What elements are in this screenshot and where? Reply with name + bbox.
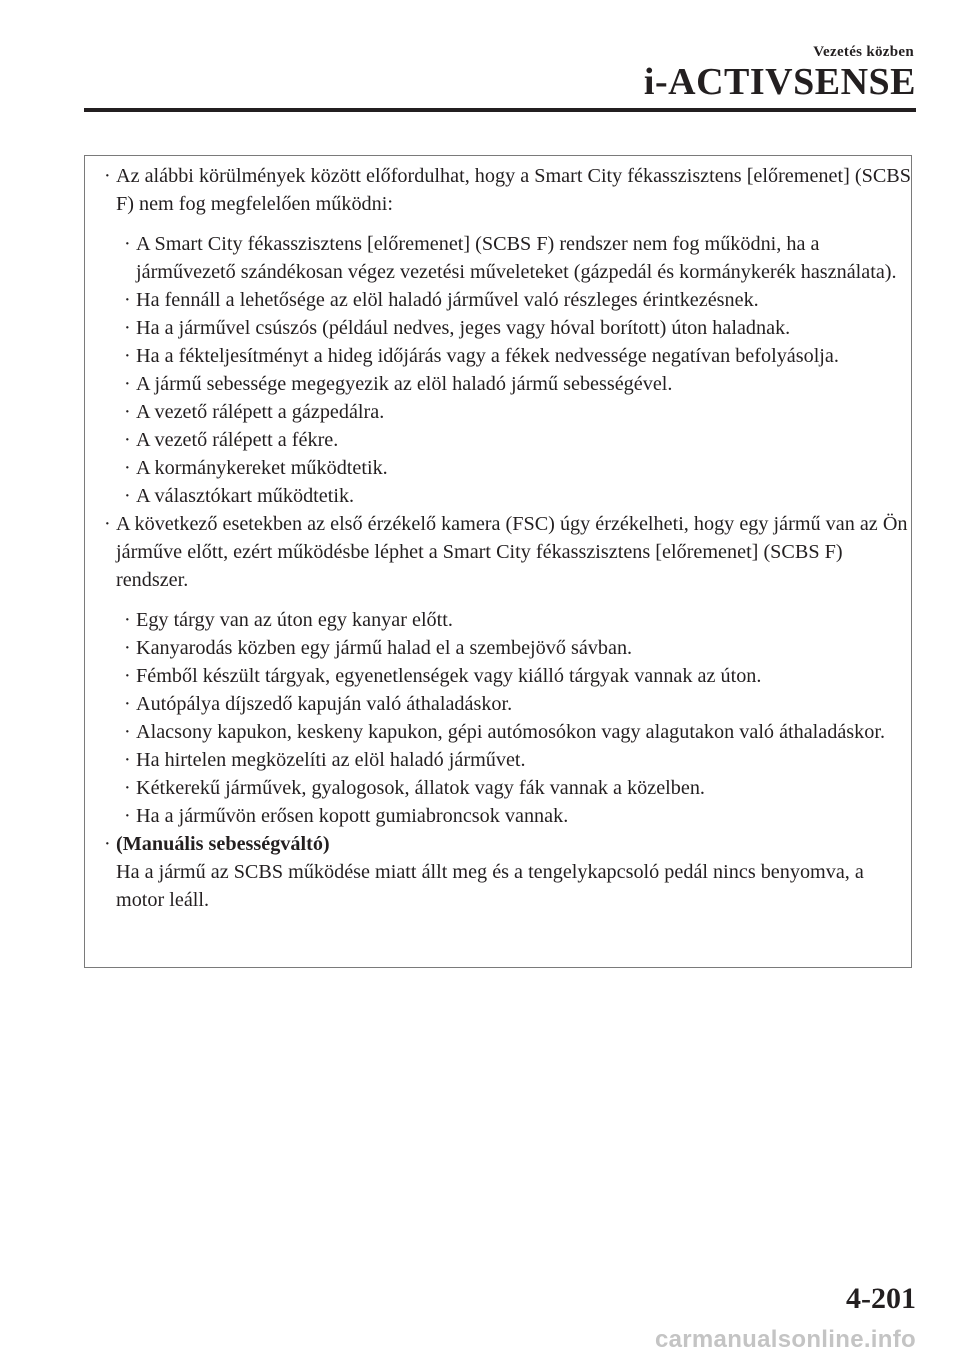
sub-list-item: [84, 634, 911, 662]
list-item: [84, 830, 911, 914]
bullet-icon: ·: [104, 833, 111, 855]
sub-list-item: [84, 342, 911, 370]
bullet-icon: ·: [104, 513, 111, 535]
bullet-icon: ·: [124, 233, 131, 255]
sub-list-item-text: A vezető rálépett a fékre.: [136, 429, 339, 451]
list-item-text: Az alábbi körülmények között előfordulhat, hogy a Smart City fékasszisztens [előremenet] (SCBS F) nem fog megfelelően működni:: [116, 165, 911, 215]
bullet-icon: ·: [124, 457, 131, 479]
sub-list-item-text: Kanyarodás közben egy jármű halad el a szembejövő sávban.: [136, 637, 633, 659]
list-item-heading: (Manuális sebességváltó): [116, 833, 330, 855]
sub-list-item: [84, 606, 911, 634]
sub-list-item: [84, 774, 911, 802]
sub-list-item-text: Ha fennáll a lehetősége az elöl haladó járművel való részleges érintkezésnek.: [136, 289, 759, 311]
bullet-icon: ·: [124, 373, 131, 395]
sub-list-item-text: Autópálya díjszedő kapuján való áthaladáskor.: [136, 693, 513, 715]
sub-list-item-text: Egy tárgy van az úton egy kanyar előtt.: [136, 609, 453, 631]
sub-list-item: [84, 398, 911, 426]
bullet-icon: ·: [124, 721, 131, 743]
list-item: [84, 510, 911, 594]
sub-list-item-text: A Smart City fékasszisztens [előremenet] (SCBS F) rendszer nem fog működni, ha a járművezető szándékosan végez vezetési műveleteket (gázpedál és kormánykerék használata).: [136, 233, 897, 283]
bullet-icon: ·: [124, 289, 131, 311]
bullet-icon: ·: [124, 609, 131, 631]
header-divider: [84, 108, 916, 112]
list-item: [84, 162, 911, 218]
sub-list-item: [84, 314, 911, 342]
sub-list-item-text: Kétkerekű járművek, gyalogosok, állatok vagy fák vannak a közelben.: [136, 777, 705, 799]
bullet-icon: ·: [124, 693, 131, 715]
sub-list-item-text: A jármű sebessége megegyezik az elöl haladó jármű sebességével.: [136, 373, 673, 395]
sub-list-item-text: Ha hirtelen megközelíti az elöl haladó járművet.: [136, 749, 526, 771]
sub-list-item-text: Alacsony kapukon, keskeny kapukon, gépi autómosókon vagy alagutakon való áthaladáskor.: [136, 721, 886, 743]
bullet-icon: ·: [124, 485, 131, 507]
watermark: carmanualsonline.info: [654, 1326, 916, 1353]
sub-list-item-text: A választókart működtetik.: [136, 485, 355, 507]
sub-list-item: [84, 426, 911, 454]
sub-list-item: [84, 690, 911, 718]
page-title: i-ACTIVSENSE: [643, 61, 916, 103]
bullet-icon: ·: [124, 345, 131, 367]
sub-list-item: [84, 662, 911, 690]
sub-list-item: [84, 802, 911, 830]
sub-list-item: [84, 482, 911, 510]
sub-list-item-text: Ha a járművön erősen kopott gumiabroncsok vannak.: [136, 805, 569, 827]
content-text: [84, 162, 911, 914]
list-item-text: Ha a jármű az SCBS működése miatt állt meg és a tengelykapcsoló pedál nincs benyomva, a motor leáll.: [116, 861, 864, 911]
bullet-icon: ·: [124, 749, 131, 771]
sub-list-item: [84, 746, 911, 774]
sub-list-item: [84, 370, 911, 398]
bullet-icon: ·: [104, 165, 111, 187]
content-box: [84, 155, 912, 968]
bullet-icon: ·: [124, 665, 131, 687]
sub-list-item: [84, 286, 911, 314]
bullet-icon: ·: [124, 777, 131, 799]
sub-list-item: [84, 454, 911, 482]
sub-list-item-text: A kormánykereket működtetik.: [136, 457, 388, 479]
sub-list-item-text: Ha a járművel csúszós (például nedves, jeges vagy hóval borított) úton haladnak.: [136, 317, 791, 339]
page-number: 4-201: [846, 1282, 916, 1315]
bullet-icon: ·: [124, 637, 131, 659]
bullet-icon: ·: [124, 401, 131, 423]
list-item-text: A következő esetekben az első érzékelő kamera (FSC) úgy érzékelheti, hogy egy jármű van az Ön járműve előtt, ezért működésbe léphet a Smart City fékasszisztens [előremenet] (SCBS F) rendszer.: [116, 513, 908, 591]
sub-list-item-text: Fémből készült tárgyak, egyenetlenségek vagy kiálló tárgyak vannak az úton.: [136, 665, 762, 687]
sub-list-item: [84, 718, 911, 746]
sub-list-item-text: A vezető rálépett a gázpedálra.: [136, 401, 385, 423]
sub-list-item: [84, 230, 911, 286]
bullet-icon: ·: [124, 317, 131, 339]
bullet-icon: ·: [124, 429, 131, 451]
sub-list-item-text: Ha a fékteljesítményt a hideg időjárás vagy a fékek nedvessége negatívan befolyásolja.: [136, 345, 839, 367]
bullet-icon: ·: [124, 805, 131, 827]
section-label: Vezetés közben: [813, 44, 914, 60]
